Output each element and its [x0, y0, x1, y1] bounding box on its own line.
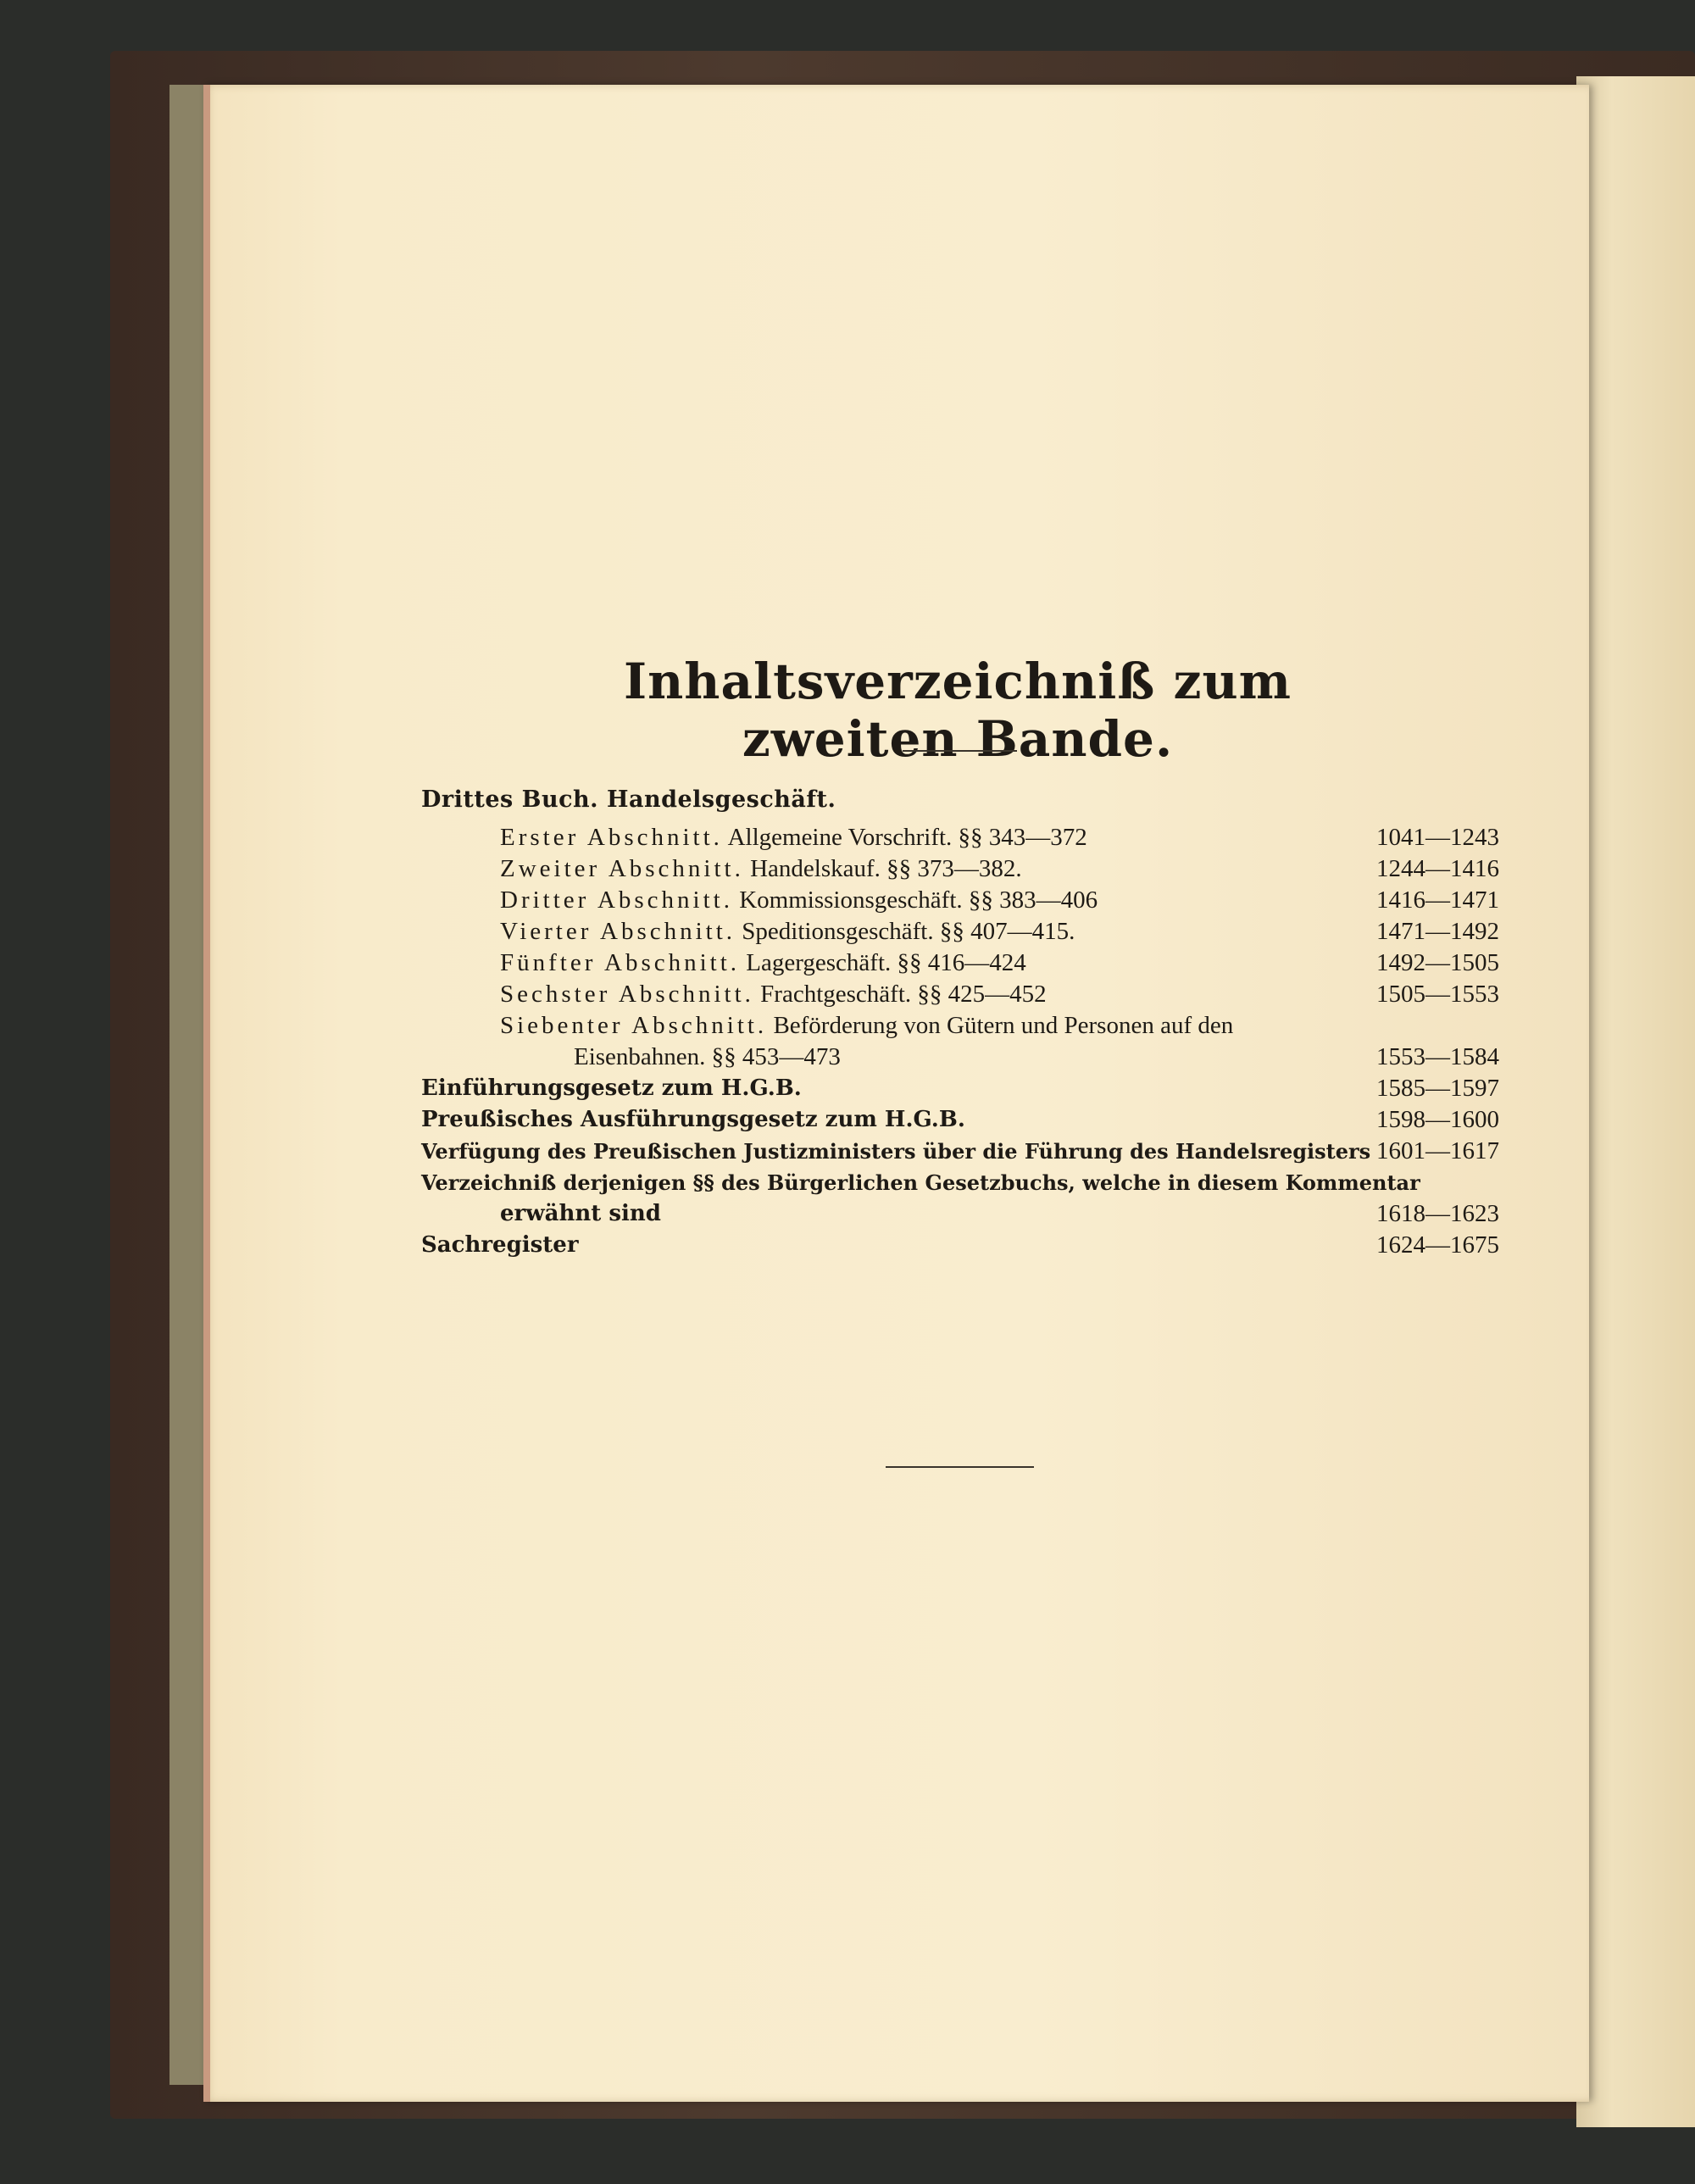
entry-text: Allgemeine Vorschrift. §§ 343—372	[727, 824, 1087, 851]
section-label: Erster Abschnitt.	[500, 824, 723, 851]
entry-text: Frachtgeschäft. §§ 425—452	[760, 981, 1047, 1008]
page-range: 1624—1675	[1376, 1231, 1499, 1259]
page-range: 1598—1600	[1376, 1106, 1499, 1133]
closing-divider	[886, 1466, 1034, 1468]
toc-entry	[421, 1136, 1499, 1167]
page-range: 1244—1416	[1376, 855, 1499, 882]
entry-text: Beförderung von Gütern und Personen auf den	[773, 1012, 1234, 1039]
cover-spine-strip	[170, 85, 203, 2085]
section-label: Dritter Abschnitt.	[500, 886, 733, 914]
page-range: 1618—1623	[1376, 1200, 1499, 1227]
toc-entry	[421, 885, 1499, 916]
section-label: Fünfter Abschnitt.	[500, 949, 741, 976]
page-range: 1041—1243	[1376, 824, 1499, 851]
toc-entry	[421, 948, 1499, 979]
page-range: 1471—1492	[1376, 918, 1499, 945]
entry-text: Einführungsgesetz zum H.G.B.	[421, 1075, 802, 1101]
entry-text: Speditionsgeschäft. §§ 407—415.	[742, 918, 1075, 945]
toc-entry	[421, 916, 1499, 948]
toc-entry	[421, 1104, 1499, 1136]
table-of-contents	[421, 822, 1499, 1261]
entry-text: Preußisches Ausführungsgesetz zum H.G.B.	[421, 1107, 965, 1132]
toc-entry	[421, 979, 1499, 1010]
toc-entry	[421, 1010, 1499, 1073]
toc-entry	[421, 822, 1499, 853]
entry-continuation: Eisenbahnen. §§ 453—473	[574, 1043, 841, 1070]
book-heading: Drittes Buch. Handelsgeschäft.	[421, 786, 836, 813]
section-label: Vierter Abschnitt.	[500, 918, 736, 945]
facing-page-edge	[1576, 76, 1695, 2127]
page-range: 1492—1505	[1376, 949, 1499, 976]
page-range: 1601—1617	[1376, 1137, 1499, 1164]
entry-text: Kommissionsgeschäft. §§ 383—406	[739, 886, 1098, 914]
page-range: 1416—1471	[1376, 886, 1499, 914]
section-label: Zweiter Abschnitt.	[500, 855, 744, 882]
toc-entry	[421, 1167, 1499, 1230]
toc-entry	[421, 1073, 1499, 1104]
entry-continuation: erwähnt sind	[500, 1201, 661, 1226]
section-label: Siebenter Abschnitt.	[500, 1012, 768, 1039]
page-range: 1553—1584	[1376, 1043, 1499, 1070]
page-title: Inhaltsverzeichniß zum zweiten Bande.	[624, 653, 1292, 768]
toc-entry	[421, 1230, 1499, 1261]
entry-text: Lagergeschäft. §§ 416—424	[746, 949, 1026, 976]
title-divider	[903, 750, 1017, 752]
toc-entry	[421, 853, 1499, 885]
entry-text: Verzeichniß derjenigen §§ des Bürgerlichen Gesetzbuchs, welche in diesem Kommentar	[421, 1170, 1420, 1195]
entry-text: Handelskauf. §§ 373—382.	[750, 855, 1022, 882]
page-gilt-edge	[203, 85, 210, 2102]
page-range: 1585—1597	[1376, 1075, 1499, 1102]
entry-text: Verfügung des Preußischen Justizministers über die Führung des Handelsregisters	[421, 1139, 1371, 1164]
entry-text: Sachregister	[421, 1232, 579, 1258]
section-label: Sechster Abschnitt.	[500, 981, 754, 1008]
page-range: 1505—1553	[1376, 981, 1499, 1008]
